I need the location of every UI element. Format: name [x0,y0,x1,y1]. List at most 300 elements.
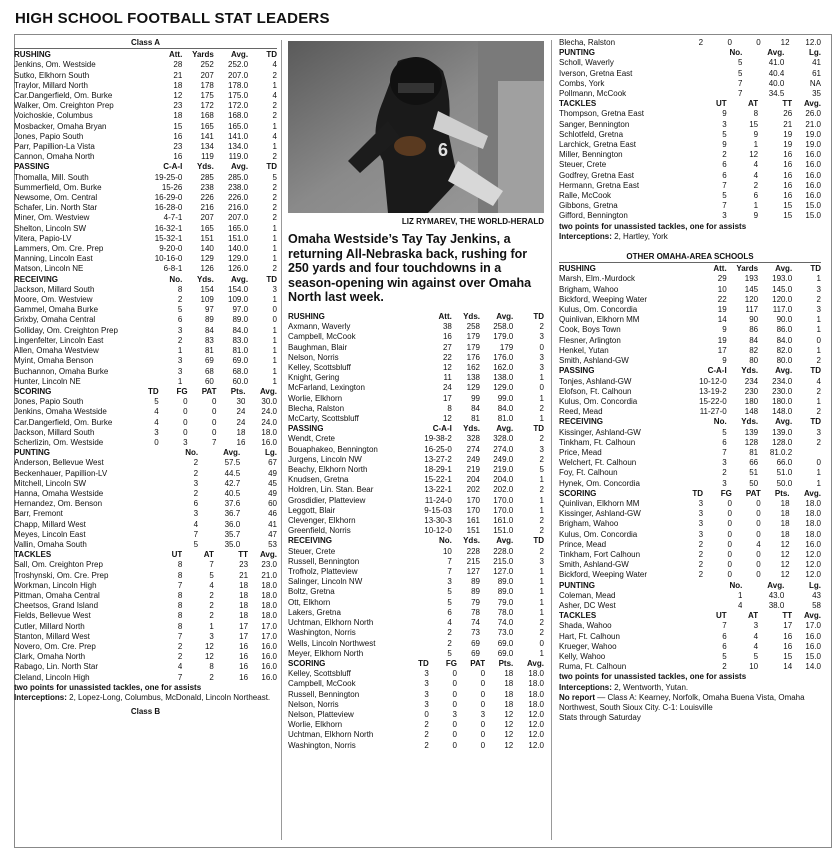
stat-value-cell: 7 [722,180,727,190]
stat-value-cell: Yards [192,50,214,60]
stat-name-cell: Shada, Wahoo [559,621,612,631]
stat-value-cell: 24 [236,407,246,417]
stat-value-cell: 90 [749,315,759,325]
stat-value-cell: 172.0 [228,101,249,111]
class-a-main-table [14,50,277,387]
stat-name-cell: Clevenger, Elkhorn [288,516,356,526]
stat-value-cell: 89 [471,577,480,587]
table-row [559,642,821,652]
stat-value-cell: AT [203,550,214,560]
table-row [14,122,277,132]
stat-value-cell: 216.0 [228,203,249,213]
stat-value-cell: 2 [539,322,544,332]
stat-value-cell: 5 [447,597,452,607]
table-row [559,621,821,631]
stat-value-cell: 168 [200,111,214,121]
stat-name-cell: Uchtman, Elkhorn North [288,618,374,628]
stat-value-cell: 12 [442,414,452,424]
stat-value-cell: 18.0 [261,601,277,611]
stat-value-cell: Pts. [774,488,790,498]
stat-value-cell: 16-29-0 [154,193,183,203]
stat-value-cell: 90.0 [776,315,793,325]
table-header-row [288,424,544,434]
stat-value-cell: 10 [749,662,759,672]
stat-value-cell: 170.0 [493,505,514,515]
stat-name-cell: Hermann, Gretna East [559,180,640,190]
stat-value-cell: PAT [745,488,761,498]
table-header-row [14,550,277,560]
stat-value-cell: 151.0 [493,526,514,536]
stat-value-cell: Avg. [496,312,514,321]
stat-name-cell: Combs, York [559,78,605,88]
stat-value-cell: 19.0 [805,140,821,150]
stat-value-cell: 3 [539,444,544,454]
table-row [559,140,821,150]
stat-name-cell: RECEIVING [559,417,604,427]
stat-value-cell: 44.5 [224,468,241,478]
stat-value-cell: 1 [539,495,544,505]
stat-value-cell: TD [810,264,821,274]
stat-value-cell: 0 [727,519,732,529]
stat-value-cell: 99 [471,393,480,403]
stat-value-cell: 2 [209,601,214,611]
stat-value-cell: 204 [466,475,480,485]
stat-value-cell: 207.0 [228,70,249,80]
stat-value-cell: 1 [272,233,277,243]
stat-value-cell: 82.0 [776,345,793,355]
stat-value-cell: 12.0 [805,560,821,570]
stat-name-cell: Lingenfelter, Lincoln East [14,335,104,345]
table-row [14,173,277,183]
stat-value-cell: Yds. [196,274,214,284]
stat-value-cell: 47 [268,529,277,539]
stat-value-cell: 15 [749,119,759,129]
stat-value-cell: Avg. [526,658,544,668]
stat-value-cell: 23.0 [261,560,277,570]
stat-value-cell: 1 [539,648,544,658]
stat-value-cell: 1 [816,478,821,488]
stat-value-cell: 83.0 [232,335,249,345]
stat-value-cell: 3 [424,689,429,699]
stat-value-cell: 120 [744,294,759,304]
stat-value-cell: No. [169,274,183,284]
stat-name-cell: Wells, Lincoln Northwest [288,638,376,648]
stat-value-cell: 69.0 [497,638,514,648]
stat-value-cell: TD [266,50,277,60]
stat-value-cell: 5 [722,651,727,661]
table-row [559,448,821,458]
stat-name-cell: PUNTING [559,580,595,590]
table-row [559,201,821,211]
stat-value-cell: 49 [268,488,277,498]
stat-value-cell: AT [748,99,759,109]
stat-name-cell: Gammel, Omaha Burke [14,305,99,315]
stat-value-cell: 6 [753,191,759,201]
stat-name-cell: Russell, Bennington [288,689,360,699]
stat-value-cell: 51 [749,468,759,478]
stat-value-cell: Att. [713,264,727,274]
stat-value-cell: 154.0 [228,284,249,294]
stat-value-cell: 16 [783,150,793,160]
table-row [559,458,821,468]
table-row [559,468,821,478]
stat-value-cell: 226 [200,193,214,203]
stat-value-cell: 15.0 [805,651,821,661]
stat-name-cell: Grosdidier, Platteview [288,495,366,505]
stat-value-cell: 129 [466,383,480,393]
table-row [288,526,544,536]
table-row [14,152,277,162]
table-row [14,581,277,591]
stat-value-cell: 17 [442,393,452,403]
stat-value-cell: 2 [447,638,452,648]
stat-value-cell: 3 [452,709,457,719]
stat-name-cell: Krueger, Wahoo [559,641,617,651]
table-row [559,397,821,407]
stat-value-cell: 3 [193,478,199,488]
stat-value-cell: 1 [753,201,759,211]
stat-value-cell: 285 [200,172,214,182]
stat-value-cell: 1 [177,376,183,386]
stat-name-cell: Uchtman, Elkhorn North [288,730,374,740]
stat-value-cell: 141.0 [228,131,249,141]
stat-name-cell: Salinger, Lincoln NW [288,577,363,587]
stat-value-cell: Avg. [223,448,241,458]
stat-value-cell: 9 [722,109,727,119]
table-row [559,191,821,201]
stat-value-cell: 16 [239,662,249,672]
stat-value-cell: TD [266,162,277,172]
stat-value-cell: FG [445,658,457,668]
stat-value-cell: Lg. [809,48,821,58]
stat-value-cell: 36.0 [224,519,241,529]
stat-value-cell: 16 [239,672,249,682]
stat-value-cell: 10 [717,284,727,294]
table-row [14,142,277,152]
stat-value-cell: 178.0 [228,80,249,90]
table-row [288,730,544,740]
stat-value-cell: 18 [504,699,514,709]
stat-value-cell: 46 [268,509,277,519]
stat-value-cell: 0 [183,397,188,407]
stat-value-cell: 16.0 [261,662,277,672]
stat-value-cell: TD [147,386,159,396]
stat-name-cell: SCORING [559,488,597,498]
stat-value-cell: 175.0 [228,91,249,101]
stat-value-cell: 12 [442,363,452,373]
stat-value-cell: 89 [204,315,214,325]
table-row [14,295,277,305]
stat-value-cell: 8 [177,570,183,580]
stat-value-cell: 2 [722,150,727,160]
table-row [288,598,544,608]
stat-value-cell: 68 [204,366,214,376]
stat-value-cell: 18 [239,590,249,600]
table-row [559,519,821,529]
stat-value-cell: 15-26 [161,182,183,192]
table-row [14,367,277,377]
stat-value-cell: 69 [204,356,214,366]
stat-name-cell: Kelly, Wahoo [559,651,606,661]
stat-value-cell: 12.0 [528,740,544,750]
stat-value-cell: 7 [722,621,727,631]
stat-value-cell: FG [176,386,188,396]
stat-value-cell: 73.0 [497,628,514,638]
stat-value-cell: UT [716,611,727,621]
stat-value-cell: 53 [268,539,277,549]
stat-value-cell: 23 [173,142,183,152]
stat-value-cell: 176.0 [493,352,514,362]
table-row [14,315,277,325]
stat-value-cell: 37.6 [224,499,241,509]
table-header-row [559,489,821,499]
stat-value-cell: Avg. [803,99,821,109]
stat-value-cell: 7 [212,437,217,447]
table-row [559,58,821,68]
stat-name-cell: Sutko, Elkhorn South [14,70,90,80]
stat-name-cell: Campbell, McCook [288,332,356,342]
stat-value-cell: 0 [756,509,761,519]
stat-value-cell: 0 [452,740,457,750]
table-row [559,38,821,48]
stat-value-cell: 145.0 [772,284,793,294]
stat-value-cell: 0 [212,407,217,417]
table-row [14,418,277,428]
stat-value-cell: 2 [177,641,183,651]
table-row [14,81,277,91]
stat-value-cell: 16 [783,170,793,180]
stat-value-cell: 51.0 [776,468,793,478]
stat-name-cell: Kissinger, Ashland-GW [559,509,641,519]
stat-value-cell: Lg. [809,580,821,590]
table-header-row [14,387,277,397]
stat-value-cell: 6 [722,631,727,641]
stat-value-cell: 134 [200,142,214,152]
stat-value-cell: 4-7-1 [163,213,183,223]
stat-value-cell: 3 [722,478,727,488]
stat-value-cell: 5 [753,651,759,661]
stat-value-cell: 3 [424,679,429,689]
table-row [559,211,821,221]
stat-value-cell: 16-28-0 [154,203,183,213]
stat-value-cell: 16.0 [805,150,821,160]
stat-value-cell: Yards [736,264,759,274]
stat-value-cell: 1 [816,325,821,335]
stat-value-cell: 1 [272,366,277,376]
stat-value-cell: 30 [236,397,246,407]
stat-value-cell: No. [729,48,743,58]
stat-value-cell: 4 [209,580,214,590]
table-row [559,530,821,540]
stat-name-cell: PASSING [14,162,50,172]
stat-value-cell: 16 [239,641,249,651]
stat-value-cell: 151 [200,233,214,243]
stat-value-cell: 12 [504,730,514,740]
table-row [288,506,544,516]
stat-value-cell: 0 [756,549,761,559]
stat-value-cell: 2 [816,356,821,366]
stat-value-cell: 30.0 [261,397,277,407]
table-row [14,244,277,254]
stat-value-cell: 1 [272,356,277,366]
stat-value-cell: 12 [780,549,790,559]
table-header-row [559,99,821,109]
stat-value-cell: 1 [816,274,821,284]
stat-value-cell: 84 [749,335,759,345]
stat-value-cell: 7 [177,580,183,590]
stat-value-cell: 2 [698,38,704,47]
table-row [14,254,277,264]
stat-value-cell: 0 [212,417,217,427]
stat-value-cell: 18-29-1 [424,465,452,475]
table-header-row [559,417,821,427]
stat-name-cell: Kulus, Om. Concordia [559,305,638,315]
stat-name-cell: Axmann, Waverly [288,322,351,332]
stat-name-cell: Knudsen, Gretna [288,475,349,485]
stat-name-cell: Pollmann, McCook [559,89,627,99]
stat-value-cell: 0 [756,570,761,580]
stat-name-cell: Shelton, Lincoln SW [14,223,87,233]
stat-value-cell: 7 [177,672,183,682]
stat-value-cell: 238.0 [228,182,249,192]
class-a-scoring-table [14,387,277,448]
stat-name-cell: Mitchell, Lincoln SW [14,478,87,488]
stat-value-cell: 18 [504,669,514,679]
table-row [559,336,821,346]
stat-value-cell: 0 [154,437,159,447]
stat-value-cell: 41.0 [768,58,785,68]
stat-name-cell: Bickford, Weeping Water [559,570,648,580]
table-row [559,591,821,601]
stat-name-cell: Allen, Omaha Westview [14,346,99,356]
stat-value-cell: Yds. [463,312,480,321]
table-row [288,353,544,363]
stat-value-cell: 1 [816,468,821,478]
stat-value-cell: 12.0 [805,570,821,580]
stat-name-cell: Worlie, Elkhorn [288,720,343,730]
stat-value-cell: Lg. [265,448,277,458]
stat-value-cell: 12 [504,740,514,750]
stat-value-cell: 2 [539,454,544,464]
stat-value-cell: 29 [717,274,727,284]
stat-name-cell: RECEIVING [288,536,333,546]
stat-value-cell: 0 [727,498,732,508]
stat-value-cell: Avg. [496,424,514,434]
stat-value-cell: 2 [424,730,429,740]
stat-value-cell: Yds. [741,417,759,427]
stat-name-cell: Buchannon, Omaha Burke [14,366,109,376]
stat-value-cell: 84 [471,403,480,413]
stat-value-cell: 2 [209,611,214,621]
stat-value-cell: 2 [209,590,214,600]
stat-value-cell: 18 [239,580,249,590]
table-row [14,458,277,468]
stat-value-cell: 3 [539,352,544,362]
class-b-tackles-table [559,99,821,221]
other-scoring-table [559,489,821,581]
stat-value-cell: 16.0 [805,641,821,651]
column-class-b-other [559,38,821,723]
stat-value-cell: 81.0 [497,414,514,424]
stat-value-cell: 2 [193,488,199,498]
stat-value-cell: 2 [698,570,704,580]
stat-name-cell: SCORING [288,658,326,668]
table-row [14,438,277,448]
stat-value-cell: 328.0 [493,434,514,444]
stat-name-cell: Fields, Bellevue West [14,611,91,621]
stat-name-cell: Hynek, Om. Concordia [559,478,640,488]
stat-value-cell: 4 [753,160,759,170]
table-row [559,652,821,662]
stat-value-cell: 0 [452,720,457,730]
stat-value-cell: 2 [272,70,277,80]
stat-name-cell: Bickford, Weeping Water [559,294,648,304]
stat-value-cell: 84.0 [776,335,793,345]
stat-name-cell: Kelley, Scottsbluff [288,669,351,679]
stat-value-cell: 127.0 [493,567,514,577]
stat-value-cell: 1 [272,244,277,254]
stat-value-cell: 1 [209,621,214,631]
table-row [288,475,544,485]
stat-name-cell: Cheetsos, Grand Island [14,601,99,611]
table-row [288,343,544,353]
stat-value-cell: Avg. [767,48,785,58]
stat-value-cell: 4 [756,539,761,549]
stat-value-cell: C-A-I [432,424,452,434]
stat-value-cell: 1 [539,587,544,597]
stat-value-cell: 16 [783,180,793,190]
other-punting-table [559,581,821,612]
stat-name-cell: McFarland, Lexington [288,383,365,393]
stat-value-cell: 0 [272,315,277,325]
stat-value-cell: 2 [424,740,429,750]
table-row [559,109,821,119]
stat-name-cell: Henkel, Yutan [559,345,609,355]
table-header-row [559,611,821,621]
stat-value-cell: 6-8-1 [163,264,183,274]
stat-value-cell: 0 [212,427,217,437]
stat-value-cell: 5 [154,397,159,407]
stat-name-cell: Chapp, Millard West [14,519,86,529]
stat-value-cell: 4 [272,91,277,101]
stat-value-cell: Avg. [775,264,793,274]
stat-value-cell: 15-22-1 [424,475,452,485]
stat-value-cell: 84.0 [497,403,514,413]
table-row [559,274,821,284]
stat-value-cell: 1 [816,396,821,406]
stat-name-cell: Steuer, Crete [559,160,607,170]
stat-name-cell: Stanton, Millard West [14,631,90,641]
stat-name-cell: Summerfield, Om. Burke [14,182,102,192]
stat-value-cell: 178 [200,80,214,90]
stat-value-cell: Pts. [230,386,246,396]
stat-name-cell: TACKLES [14,550,52,560]
stat-value-cell: 17.0 [805,621,821,631]
stat-value-cell: 230 [744,386,759,396]
stat-value-cell: 21 [239,570,249,580]
table-row [14,611,277,621]
stat-value-cell: 6 [177,315,183,325]
stat-name-cell: Workman, Lincoln High [14,580,97,590]
stat-value-cell: 1 [539,577,544,587]
stat-value-cell: 11-27-0 [699,407,727,417]
stat-name-cell: Sall, Om. Creighton Prep [14,560,103,570]
stat-name-cell: Steuer, Crete [288,546,336,556]
table-row [14,601,277,611]
table-row [14,377,277,387]
stat-name-cell: Jenkins, Om. Westside [14,60,96,70]
stat-value-cell: 3 [177,356,183,366]
